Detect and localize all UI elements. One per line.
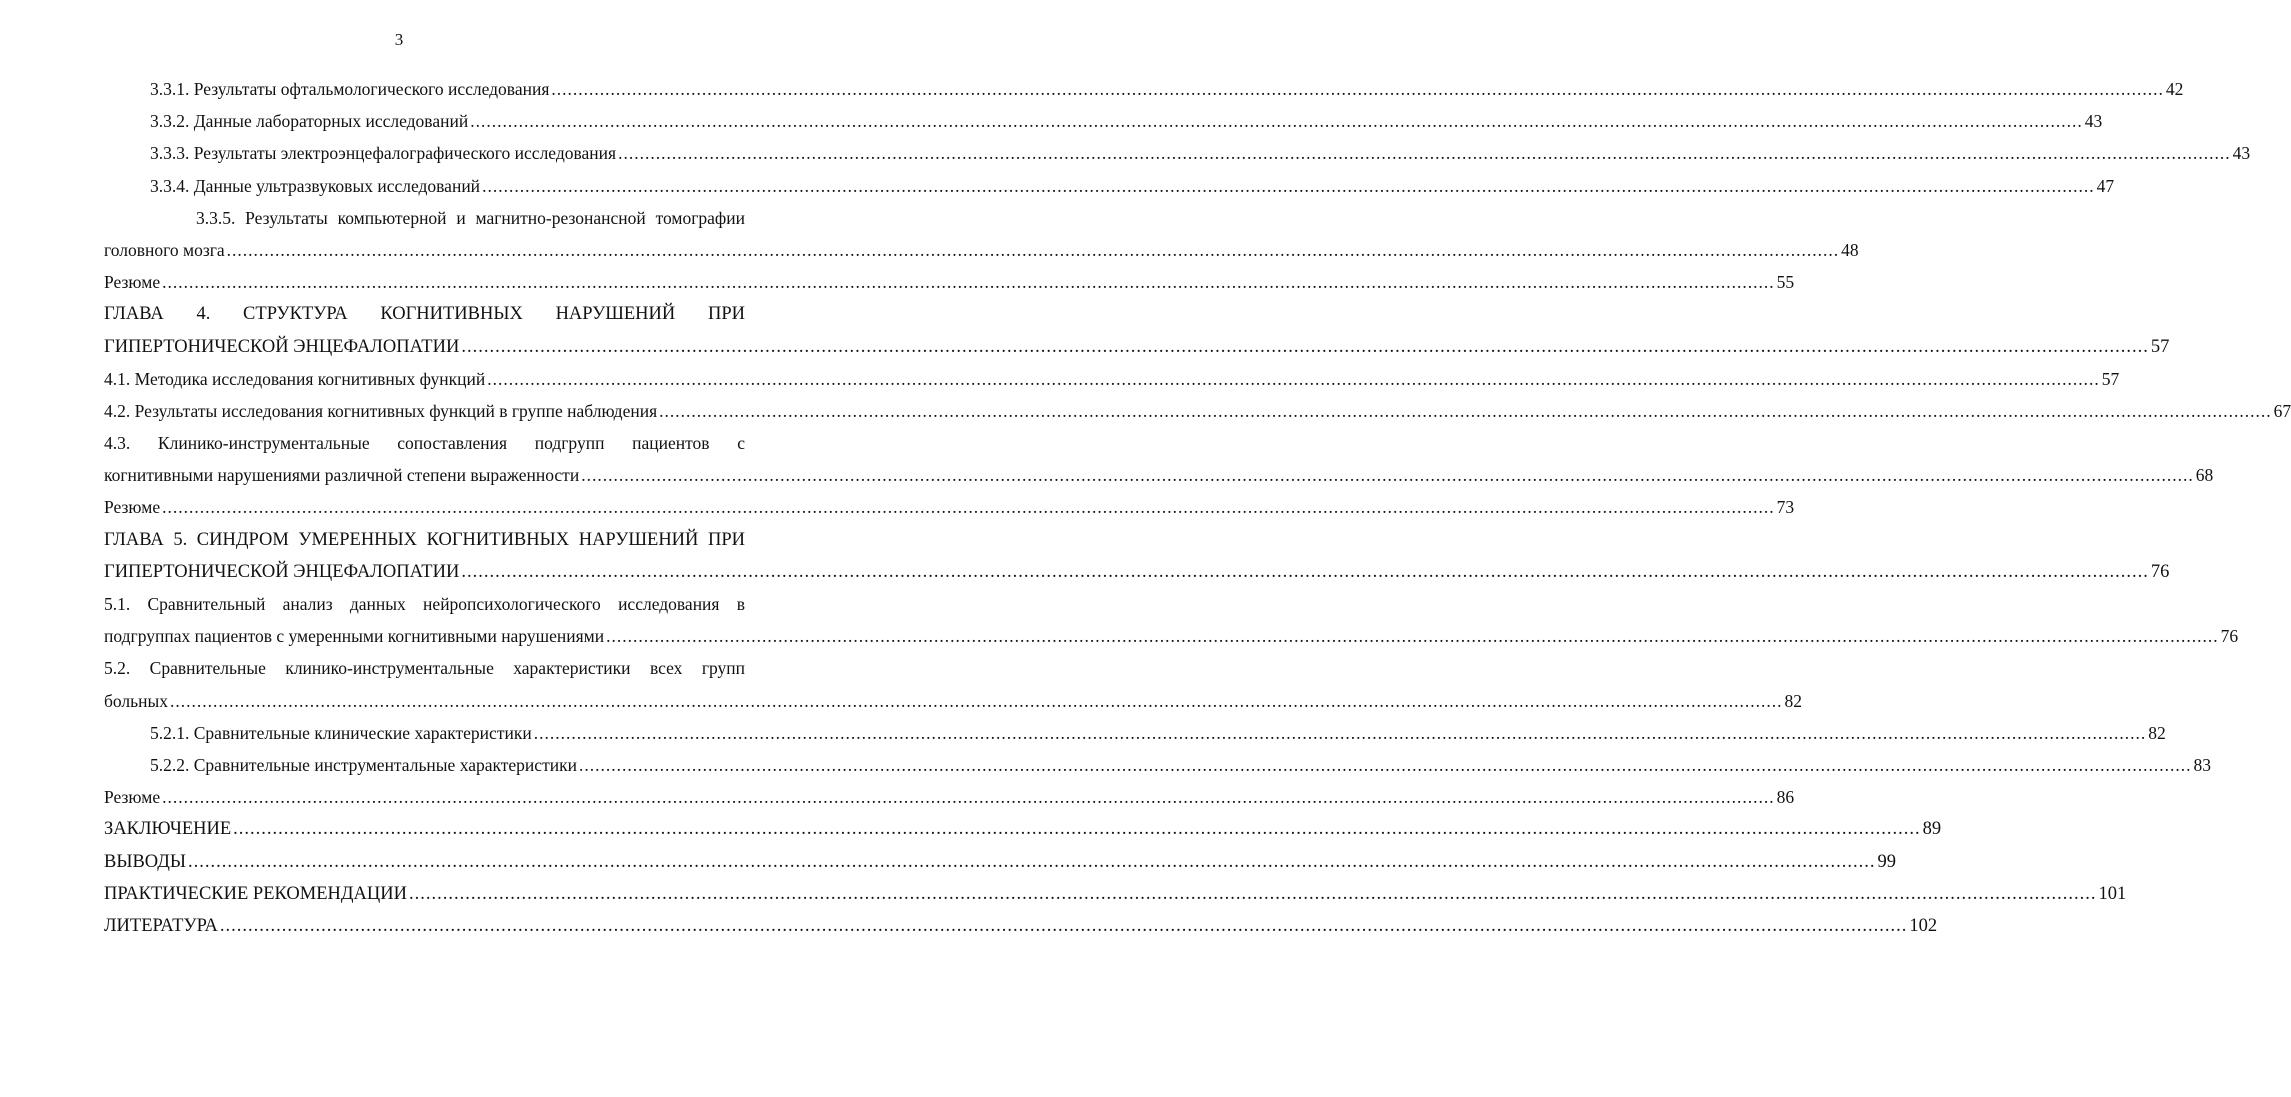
toc-entry bbox=[104, 624, 2239, 656]
toc-dot-leader: ............................................................................................................................................................................................................................................................................................................ bbox=[618, 143, 2231, 164]
toc-page-number: 43 bbox=[2232, 143, 2251, 164]
toc-entry bbox=[104, 431, 745, 463]
toc-entry bbox=[104, 77, 2184, 109]
toc-entry-title: 3.3.2. Данные лабораторных исследований bbox=[150, 111, 469, 132]
toc-entry bbox=[104, 495, 1795, 527]
toc-page-number: 57 bbox=[2101, 368, 2120, 389]
toc-entry bbox=[104, 141, 2251, 173]
toc-entry-title: 3.3.1. Результаты офтальмологического исследования bbox=[150, 79, 550, 99]
toc-entry bbox=[104, 721, 2166, 753]
toc-page-number: 43 bbox=[2084, 111, 2103, 132]
toc-entry bbox=[104, 174, 2115, 206]
page-number: 3 bbox=[394, 30, 404, 49]
toc-dot-leader: ............................................................................................................................................................................................................................................................................................................ bbox=[533, 722, 2147, 743]
toc-entry-title: подгруппах пациентов с умеренными когнитивными нарушениями bbox=[104, 626, 605, 647]
toc-entry-title: 3.3.3. Результаты электроэнцефалографического исследования bbox=[150, 143, 617, 164]
toc-entry-title: ГЛАВА 4. СТРУКТУРА КОГНИТИВНЫХ НАРУШЕНИЙ ПРИ bbox=[104, 304, 745, 325]
toc-entry-title: ГИПЕРТОНИЧЕСКОЙ ЭНЦЕФАЛОПАТИИ bbox=[104, 561, 460, 582]
table-of-contents bbox=[104, 77, 2291, 946]
toc-entry-title: 4.3. Клинико-инструментальные сопоставления подгрупп пациентов с bbox=[104, 433, 745, 454]
toc-entry-title: Резюме bbox=[104, 497, 161, 518]
toc-entry bbox=[104, 302, 745, 334]
toc-page-number: 57 bbox=[2150, 336, 2170, 357]
toc-entry bbox=[104, 270, 1795, 302]
toc-entry-title: 5.2.1. Сравнительные клинические характеристики bbox=[150, 722, 532, 743]
toc-dot-leader: ............................................................................................................................................................................................................................................................................................................ bbox=[461, 561, 2149, 582]
toc-dot-leader: ............................................................................................................................................................................................................................................................................................................ bbox=[170, 690, 1783, 711]
toc-entry-title: 4.1. Методика исследования когнитивных функций bbox=[104, 368, 486, 389]
toc-entry bbox=[104, 560, 2170, 592]
toc-page-number: 73 bbox=[1776, 497, 1795, 518]
toc-dot-leader: ............................................................................................................................................................................................................................................................................................................ bbox=[551, 79, 2164, 99]
toc-entry-title: ЗАКЛЮЧЕНИЕ bbox=[104, 819, 232, 840]
toc-entry bbox=[104, 335, 2170, 367]
toc-entry bbox=[104, 753, 2211, 785]
toc-entry-title: 3.3.4. Данные ультразвуковых исследований bbox=[150, 175, 481, 196]
toc-dot-leader: ............................................................................................................................................................................................................................................................................................................ bbox=[487, 368, 2100, 389]
toc-dot-leader: ............................................................................................................................................................................................................................................................................................................ bbox=[162, 272, 1775, 293]
toc-entry-title: 4.2. Результаты исследования когнитивных функций в группе наблюдения bbox=[104, 400, 658, 421]
toc-dot-leader: ............................................................................................................................................................................................................................................................................................................ bbox=[188, 851, 1876, 872]
toc-dot-leader: ............................................................................................................................................................................................................................................................................................................ bbox=[606, 626, 2219, 647]
toc-entry-title: ЛИТЕРАТУРА bbox=[104, 915, 218, 936]
toc-entry bbox=[104, 592, 745, 624]
toc-entry bbox=[104, 109, 2103, 141]
toc-entry-title: 5.2.2. Сравнительные инструментальные характеристики bbox=[150, 754, 577, 775]
toc-entry bbox=[104, 785, 1795, 817]
toc-dot-leader: ............................................................................................................................................................................................................................................................................................................ bbox=[219, 915, 1908, 936]
toc-dot-leader: ............................................................................................................................................................................................................................................................................................................ bbox=[233, 819, 1921, 840]
toc-entry bbox=[104, 656, 745, 688]
toc-entry-title: 3.3.5. Результаты компьютерной и магнитно-резонансной томографии bbox=[196, 207, 745, 228]
toc-entry bbox=[104, 206, 745, 238]
toc-entry-title: когнитивными нарушениями различной степени выраженности bbox=[104, 465, 580, 486]
toc-entry-title: Резюме bbox=[104, 787, 161, 808]
toc-dot-leader: ............................................................................................................................................................................................................................................................................................................ bbox=[659, 400, 2272, 421]
toc-dot-leader: ............................................................................................................................................................................................................................................................................................................ bbox=[408, 883, 2097, 904]
toc-entry bbox=[104, 463, 2214, 495]
toc-entry bbox=[104, 367, 2120, 399]
toc-page-number: 67 bbox=[2273, 400, 2291, 421]
toc-entry-title: 5.1. Сравнительный анализ данных нейропсихологического исследования в bbox=[104, 594, 745, 614]
toc-dot-leader: ............................................................................................................................................................................................................................................................................................................ bbox=[578, 754, 2192, 775]
toc-page-number: 82 bbox=[1784, 690, 1803, 711]
toc-entry bbox=[104, 399, 2291, 431]
toc-page-number: 76 bbox=[2220, 626, 2239, 647]
toc-entry bbox=[104, 817, 1942, 849]
toc-entry-title: головного мозга bbox=[104, 239, 225, 260]
toc-page-number: 76 bbox=[2150, 561, 2170, 582]
toc-dot-leader: ............................................................................................................................................................................................................................................................................................................ bbox=[470, 111, 2083, 132]
toc-dot-leader: ............................................................................................................................................................................................................................................................................................................ bbox=[162, 497, 1775, 518]
toc-entry-title: Резюме bbox=[104, 272, 161, 293]
toc-entry-title: ГЛАВА 5. СИНДРОМ УМЕРЕННЫХ КОГНИТИВНЫХ НАРУШЕНИЙ ПРИ bbox=[104, 529, 745, 550]
toc-dot-leader: ............................................................................................................................................................................................................................................................................................................ bbox=[162, 787, 1775, 808]
toc-dot-leader: ............................................................................................................................................................................................................................................................................................................ bbox=[482, 175, 2095, 196]
toc-page-number: 99 bbox=[1877, 851, 1897, 872]
toc-page-number: 89 bbox=[1922, 819, 1942, 840]
toc-page-number: 83 bbox=[2193, 754, 2211, 775]
toc-page-number: 68 bbox=[2195, 465, 2214, 486]
toc-page-number: 47 bbox=[2096, 175, 2115, 196]
toc-page-number: 55 bbox=[1776, 272, 1795, 293]
toc-entry bbox=[104, 914, 1938, 946]
toc-entry bbox=[104, 689, 1803, 721]
toc-entry bbox=[104, 238, 1859, 270]
toc-dot-leader: ............................................................................................................................................................................................................................................................................................................ bbox=[581, 465, 2194, 486]
toc-dot-leader: ............................................................................................................................................................................................................................................................................................................ bbox=[461, 336, 2149, 357]
toc-entry-title: ПРАКТИЧЕСКИЕ РЕКОМЕНДАЦИИ bbox=[104, 883, 407, 904]
toc-entry bbox=[104, 850, 1897, 882]
toc-entry bbox=[104, 882, 2127, 914]
toc-entry-title: ГИПЕРТОНИЧЕСКОЙ ЭНЦЕФАЛОПАТИИ bbox=[104, 336, 460, 357]
toc-entry-title: больных bbox=[104, 690, 169, 711]
toc-entry bbox=[104, 528, 745, 560]
toc-page-number: 82 bbox=[2148, 722, 2166, 743]
toc-entry-title: ВЫВОДЫ bbox=[104, 851, 187, 872]
toc-entry-title: 5.2. Сравнительные клинико-инструментальные характеристики всех групп bbox=[104, 658, 745, 679]
toc-page-number: 48 bbox=[1841, 239, 1859, 260]
toc-page-number: 42 bbox=[2165, 79, 2184, 99]
toc-page-number: 86 bbox=[1776, 787, 1795, 808]
toc-page-number: 101 bbox=[2098, 883, 2127, 904]
toc-page-number: 102 bbox=[1909, 915, 1938, 936]
toc-dot-leader: ............................................................................................................................................................................................................................................................................................................ bbox=[226, 239, 1840, 260]
